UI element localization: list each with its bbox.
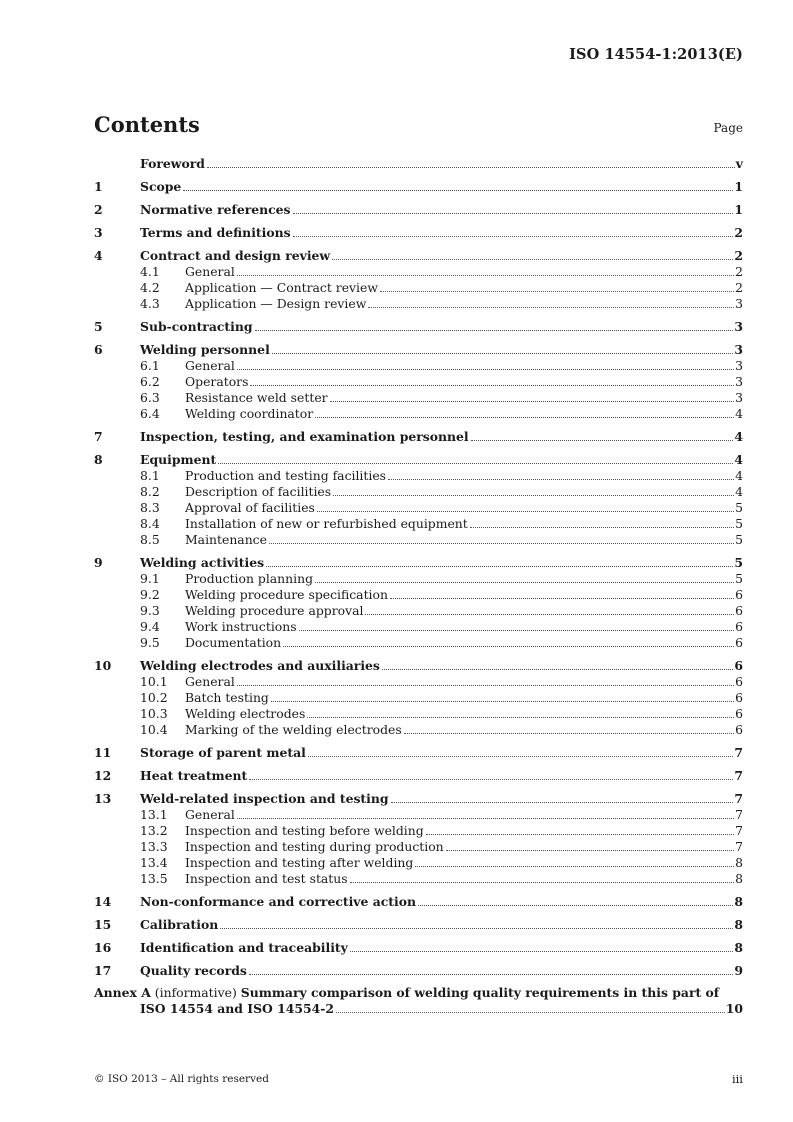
toc-entry-page: 3 [735, 374, 743, 389]
toc-subentry[interactable] [94, 280, 743, 296]
toc-leader-dots [426, 833, 734, 835]
toc-subentry[interactable] [94, 468, 743, 484]
toc-entry-title: Production planning [185, 571, 314, 586]
toc-entry-title: Quality records [140, 963, 247, 978]
toc-entry-title: Storage of parent metal [140, 745, 306, 760]
toc-entry-title: Welding electrodes and auxiliaries [140, 658, 380, 673]
toc-entry-number: 4.3 [140, 296, 160, 311]
toc-entry-number: 6.3 [140, 390, 160, 405]
toc-entry-title: Foreword [140, 156, 205, 171]
annex-type: (informative) [154, 985, 237, 1000]
toc-entry-title: Equipment [140, 452, 217, 467]
toc-leader-dots [249, 778, 733, 780]
toc-subentry[interactable] [94, 807, 743, 823]
toc-entry[interactable] [94, 452, 743, 468]
toc-entry[interactable] [94, 894, 743, 910]
toc-entry-title: Operators [185, 374, 249, 389]
toc-entry[interactable] [94, 555, 743, 571]
toc-entry-number: 8.1 [140, 468, 160, 483]
toc-entry-number: 16 [94, 940, 112, 955]
toc-entry-page: 6 [735, 722, 743, 737]
toc-entry-number: 8.5 [140, 532, 160, 547]
toc-leader-dots [220, 927, 733, 929]
toc-leader-dots [418, 904, 733, 906]
toc-subentry[interactable] [94, 264, 743, 280]
toc-entry-page: v [735, 156, 743, 171]
toc-entry-title: Work instructions [185, 619, 297, 634]
toc-entry-page: 2 [735, 280, 743, 295]
toc-entry-title: General [185, 674, 235, 689]
toc-subentry[interactable] [94, 390, 743, 406]
contents-heading-row [94, 112, 743, 137]
toc-entry-number: 6.1 [140, 358, 160, 373]
toc-leader-dots [382, 668, 733, 670]
toc-leader-dots [332, 258, 733, 260]
toc-entry-title: Identification and traceability [140, 940, 348, 955]
toc-entry-page: 4 [734, 452, 743, 467]
toc-leader-dots [380, 290, 734, 292]
toc-entry-page: 4 [735, 406, 743, 421]
toc-entry-number: 15 [94, 917, 112, 932]
toc-entry-title: Inspection, testing, and examination personnel [140, 429, 469, 444]
toc-leader-dots [237, 368, 734, 370]
toc-entry-page: 3 [734, 319, 743, 334]
toc-leader-dots [183, 189, 733, 191]
toc-entry-page: 1 [734, 179, 743, 194]
toc-leader-dots [330, 400, 735, 402]
toc-entry-title: Weld-related inspection and testing [140, 791, 389, 806]
annex-label: Annex A [94, 985, 151, 1000]
toc-entry-number: 9.1 [140, 571, 160, 586]
toc-entry-title: Sub-contracting [140, 319, 253, 334]
toc-subentry[interactable] [94, 374, 743, 390]
toc-leader-dots [266, 565, 733, 567]
toc-entry-page: 8 [735, 871, 743, 886]
toc-entry-page: 6 [735, 706, 743, 721]
toc-entry-title: Description of facilities [185, 484, 332, 499]
toc-entry-number: 13.5 [140, 871, 168, 886]
toc-leader-dots [237, 274, 734, 276]
toc-entry-number: 6.4 [140, 406, 160, 421]
toc-entry-number: 9.4 [140, 619, 160, 634]
toc-subentry[interactable] [94, 674, 743, 690]
toc-entry-number: 9.3 [140, 603, 160, 618]
toc-subentry[interactable] [94, 619, 743, 635]
toc-entry[interactable] [94, 791, 743, 807]
toc-entry-page: 4 [734, 429, 743, 444]
toc-entry-title: Welding electrodes [185, 706, 306, 721]
toc-entry-title: Welding procedure specification [185, 587, 388, 602]
toc-entry-page: 8 [734, 894, 743, 909]
toc-entry[interactable] [94, 963, 743, 979]
toc-entry-title: General [185, 807, 235, 822]
toc-leader-dots [368, 306, 734, 308]
toc-entry-number: 13.2 [140, 823, 168, 838]
toc-entry-title: Application — Contract review [185, 280, 378, 295]
toc-entry-number: 9.2 [140, 587, 160, 602]
toc-entry-title: Welding coordinator [185, 406, 314, 421]
toc-entry-number: 13.3 [140, 839, 168, 854]
toc-leader-dots [293, 235, 734, 237]
annex-page: 10 [725, 1001, 743, 1016]
toc-entry-page: 7 [735, 823, 743, 838]
toc-entry-page: 7 [734, 768, 743, 783]
toc-entry[interactable] [94, 179, 743, 195]
toc-entry-title: Non-conformance and corrective action [140, 894, 416, 909]
toc-leader-dots [391, 801, 734, 803]
toc-leader-dots [365, 613, 734, 615]
toc-entry-page: 5 [735, 516, 743, 531]
toc-entry-title: Terms and definitions [140, 225, 291, 240]
toc-entry-number: 6 [94, 342, 103, 357]
toc-leader-dots [218, 462, 733, 464]
toc-leader-dots [404, 732, 734, 734]
toc-entry-page: 3 [735, 390, 743, 405]
toc-entry-number: 8.2 [140, 484, 160, 499]
toc-leader-dots [336, 1011, 725, 1013]
toc-entry-title: General [185, 264, 235, 279]
toc-entry-number: 4.1 [140, 264, 160, 279]
toc-entry-page: 7 [734, 745, 743, 760]
toc-entry-number: 10.1 [140, 674, 168, 689]
toc-entry[interactable] [94, 202, 743, 218]
toc-entry[interactable] [94, 248, 743, 264]
toc-entry-title: Application — Design review [185, 296, 367, 311]
toc-entry-title: Welding activities [140, 555, 265, 570]
toc-leader-dots [207, 166, 735, 168]
document-id: ISO 14554-1:2013(E) [569, 46, 743, 63]
toc-entry-title: Inspection and testing before welding [185, 823, 424, 838]
toc-subentry[interactable] [94, 871, 743, 887]
toc-subentry[interactable] [94, 635, 743, 651]
toc-entry[interactable] [94, 768, 743, 784]
toc-entry-number: 3 [94, 225, 103, 240]
toc-leader-dots [272, 352, 734, 354]
toc-leader-dots [307, 716, 734, 718]
toc-subentry[interactable] [94, 406, 743, 422]
page-title: Contents [94, 112, 200, 137]
toc-subentry[interactable] [94, 706, 743, 722]
toc-entry-page: 6 [735, 690, 743, 705]
toc-entry[interactable] [94, 225, 743, 241]
toc-leader-dots [315, 581, 734, 583]
toc-subentry[interactable] [94, 690, 743, 706]
toc-entry-number: 1 [94, 179, 103, 194]
toc-leader-dots [446, 849, 734, 851]
toc-entry-number: 8.3 [140, 500, 160, 515]
toc-subentry[interactable] [94, 603, 743, 619]
toc-entry-number: 10.2 [140, 690, 168, 705]
page-column-label: Page [713, 121, 743, 135]
toc-entry-page: 5 [735, 571, 743, 586]
toc-entry-page: 7 [735, 807, 743, 822]
toc-leader-dots [299, 629, 735, 631]
toc-entry-page: 6 [735, 674, 743, 689]
toc-entry-number: 11 [94, 745, 112, 760]
toc-entry-page: 3 [735, 358, 743, 373]
toc-leader-dots [308, 755, 734, 757]
toc-entry-number: 8 [94, 452, 103, 467]
toc-entry-title: Approval of facilities [185, 500, 315, 515]
toc-leader-dots [283, 645, 734, 647]
toc-entry-title: Inspection and testing after welding [185, 855, 414, 870]
toc-leader-dots [269, 542, 734, 544]
toc-entry-page: 6 [735, 603, 743, 618]
toc-entry-title: Calibration [140, 917, 219, 932]
toc-entry-title: Heat treatment [140, 768, 248, 783]
toc-entry-page: 2 [734, 248, 743, 263]
toc-subentry[interactable] [94, 571, 743, 587]
toc-entry-page: 7 [734, 791, 743, 806]
toc-leader-dots [237, 817, 734, 819]
toc-entry-number: 4 [94, 248, 103, 263]
toc-leader-dots [237, 684, 734, 686]
toc-entry-number: 13.1 [140, 807, 168, 822]
toc-entry-number: 9.5 [140, 635, 160, 650]
toc-entry-number: 12 [94, 768, 112, 783]
toc-entry-title: Marking of the welding electrodes [185, 722, 402, 737]
toc-entry[interactable] [94, 342, 743, 358]
toc-entry-page: 6 [735, 635, 743, 650]
toc-leader-dots [388, 478, 734, 480]
toc-entry-page: 7 [735, 839, 743, 854]
toc-entry-page: 5 [735, 532, 743, 547]
toc-entry-page: 5 [735, 500, 743, 515]
annex-title-line1: Summary comparison of welding quality requirements in this part of [240, 985, 720, 1000]
toc-subentry[interactable] [94, 500, 743, 516]
toc-subentry[interactable] [94, 296, 743, 312]
footer-copyright: © ISO 2013 – All rights reserved [94, 1073, 269, 1085]
toc-entry[interactable] [94, 156, 743, 172]
toc-entry[interactable] [94, 658, 743, 674]
toc-entry-title: Inspection and testing during production [185, 839, 444, 854]
toc-leader-dots [470, 526, 734, 528]
toc-entry-title: Welding personnel [140, 342, 270, 357]
toc-entry-page: 3 [734, 342, 743, 357]
toc-leader-dots [350, 881, 734, 883]
toc-leader-dots [255, 329, 734, 331]
toc-leader-dots [249, 973, 734, 975]
toc-entry-title: Resistance weld setter [185, 390, 328, 405]
toc-subentry[interactable] [94, 532, 743, 548]
toc-entry-title: Installation of new or refurbished equipment [185, 516, 468, 531]
toc-entry-title: Production and testing facilities [185, 468, 387, 483]
toc-entry-page: 5 [734, 555, 743, 570]
toc-entry-number: 8.4 [140, 516, 160, 531]
toc-leader-dots [350, 950, 734, 952]
toc-entry-number: 9 [94, 555, 103, 570]
toc-entry-number: 10 [94, 658, 112, 673]
toc-entry-title: General [185, 358, 235, 373]
toc-leader-dots [333, 494, 734, 496]
toc-entry-number: 4.2 [140, 280, 160, 295]
toc-entry-page: 6 [735, 587, 743, 602]
toc-entry-page: 2 [734, 225, 743, 240]
toc-entry-title: Normative references [140, 202, 291, 217]
toc-leader-dots [250, 384, 734, 386]
toc-subentry[interactable] [94, 358, 743, 374]
toc-subentry[interactable] [94, 722, 743, 738]
toc-leader-dots [415, 865, 734, 867]
footer-page-number: iii [731, 1072, 743, 1086]
toc-entry-number: 10.4 [140, 722, 168, 737]
toc-subentry[interactable] [94, 484, 743, 500]
toc-entry-title: Inspection and test status [185, 871, 348, 886]
toc-subentry[interactable] [94, 839, 743, 855]
toc-entry[interactable] [94, 917, 743, 933]
toc-entry-page: 4 [735, 468, 743, 483]
toc-entry-number: 17 [94, 963, 112, 978]
toc-entry-number: 2 [94, 202, 103, 217]
annex-title-line2: ISO 14554 and ISO 14554-2 [140, 1001, 335, 1016]
toc-entry-number: 13.4 [140, 855, 168, 870]
toc-annex-entry[interactable] [94, 985, 743, 1017]
toc-entry-title: Maintenance [185, 532, 267, 547]
toc-entry[interactable] [94, 745, 743, 761]
toc-entry-number: 7 [94, 429, 103, 444]
toc-leader-dots [317, 510, 734, 512]
toc-subentry[interactable] [94, 855, 743, 871]
toc-entry-page: 8 [735, 855, 743, 870]
toc-leader-dots [315, 416, 734, 418]
toc-entry-number: 5 [94, 319, 103, 334]
toc-entry-page: 2 [735, 264, 743, 279]
toc-entry-number: 14 [94, 894, 112, 909]
toc-entry-title: Contract and design review [140, 248, 331, 263]
toc-entry-page: 8 [734, 940, 743, 955]
toc-leader-dots [271, 700, 734, 702]
toc-entry-title: Welding procedure approval [185, 603, 364, 618]
toc-entry-title: Scope [140, 179, 182, 194]
toc-subentry[interactable] [94, 823, 743, 839]
toc-entry-page: 3 [735, 296, 743, 311]
toc-entry-number: 6.2 [140, 374, 160, 389]
table-of-contents [94, 156, 743, 1017]
toc-entry-page: 9 [734, 963, 743, 978]
toc-subentry[interactable] [94, 587, 743, 603]
toc-entry-number: 10.3 [140, 706, 168, 721]
toc-entry-page: 4 [735, 484, 743, 499]
toc-entry-page: 6 [734, 658, 743, 673]
toc-entry[interactable] [94, 319, 743, 335]
toc-entry-title: Documentation [185, 635, 282, 650]
toc-entry-page: 8 [734, 917, 743, 932]
toc-entry-title: Batch testing [185, 690, 269, 705]
toc-entry-page: 6 [735, 619, 743, 634]
toc-entry[interactable] [94, 429, 743, 445]
toc-entry-number: 13 [94, 791, 112, 806]
toc-leader-dots [471, 439, 734, 441]
toc-leader-dots [293, 212, 734, 214]
toc-entry[interactable] [94, 940, 743, 956]
toc-entry-page: 1 [734, 202, 743, 217]
toc-subentry[interactable] [94, 516, 743, 532]
toc-leader-dots [390, 597, 734, 599]
